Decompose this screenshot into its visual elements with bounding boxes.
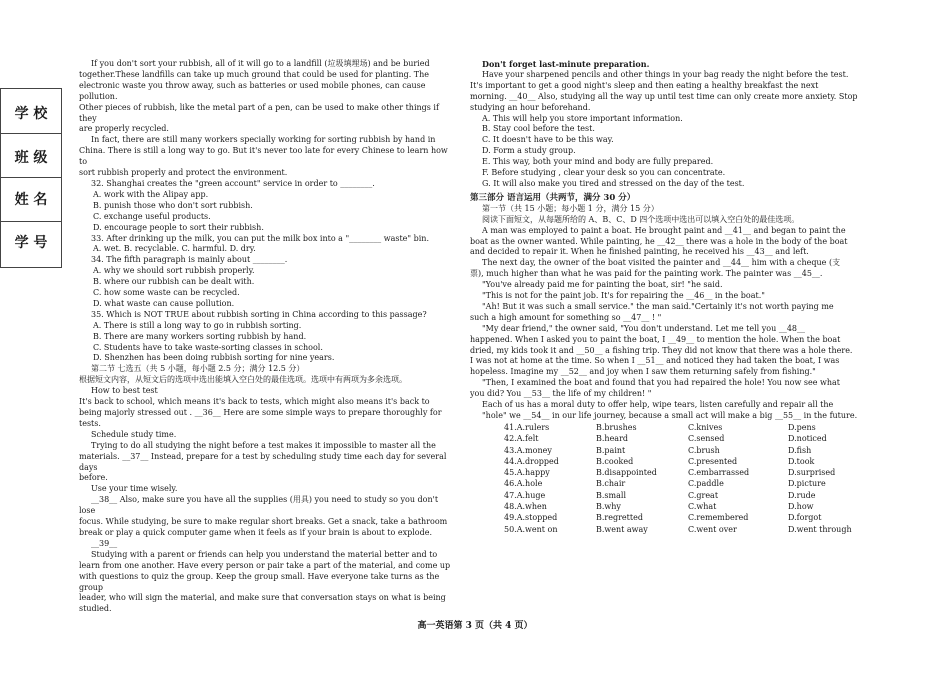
text-line: are properly recycled. — [79, 124, 169, 134]
text-line: 34. The fifth paragraph is mainly about ________. — [91, 255, 288, 265]
option-choice: B.paint — [596, 445, 626, 455]
divider — [1, 133, 61, 134]
reading-continuation — [470, 59, 882, 190]
text-line: Each of us has a moral duty to offer help, wipe tears, listen carefully and repair all the — [482, 400, 834, 410]
text-line: studied. — [79, 604, 112, 614]
text-line: 32. Shanghai creates the "green account" service in order to ________. — [91, 178, 375, 188]
text-line: learn from one another. Have every person or pair take a part of the material, and come up — [79, 560, 451, 570]
option-choice: C.brush — [688, 445, 720, 455]
text-line: break or play a quick computer game when it feels as if your brain is about to explode. — [79, 527, 433, 537]
text-line: D. what waste can cause pollution. — [93, 298, 235, 308]
option-choice: 46.A.hole — [504, 479, 543, 489]
option-choice: C.embarrassed — [688, 468, 750, 478]
text-line: with questions to quiz the group. Keep the group small. Have everyone take turns as the group — [79, 571, 440, 592]
text-line: morning. __40__ Also, studying all the way up until test time can only create more anxiety. Stop — [470, 91, 858, 101]
text-line: Don't forget last-minute preparation. — [482, 59, 650, 69]
option-choice: 49.A.stopped — [504, 513, 558, 523]
option-choice: D.picture — [788, 479, 826, 489]
text-line: such a high amount for something so __47__ ! " — [470, 312, 662, 322]
text-line: Use your time wisely. — [91, 484, 178, 494]
text-line: and decided to repair it. When he finished painting, he received his __43__ and left. — [470, 247, 809, 257]
text-line: __38__ Also, make sure you have all the supplies (用具) you need to study so you don't lose — [79, 495, 439, 516]
text-line: F. Before studying , clear your desk so you can concentrate. — [482, 168, 726, 178]
option-choice: D.forgot — [788, 513, 822, 523]
option-choice: 43.A.money — [504, 445, 552, 455]
text-line: 33. After drinking up the milk, you can put the milk box into a "________ waste" bin. — [91, 233, 429, 243]
text-line: "This is not for the paint job. It's for repairing the __46__ in the boat." — [482, 291, 765, 301]
text-line: "Then, I examined the boat and found that you had repaired the hole! You now see what — [482, 378, 840, 388]
text-line: D. Shenzhen has been doing rubbish sorting for nine years. — [93, 353, 335, 363]
text-line: Schedule study time. — [91, 429, 177, 439]
page-footer: 高一英语第 3 页（共 4 页） — [417, 621, 533, 631]
text-line: China. There is still a long way to go. But it's never too late for every Chinese to learn how to — [79, 146, 448, 167]
option-choice: D.fish — [788, 445, 812, 455]
option-choice: 47.A.huge — [504, 490, 546, 500]
text-line: C. how some waste can be recycled. — [93, 288, 240, 298]
cloze-passage — [470, 204, 882, 422]
option-choice: 44.A.dropped — [504, 456, 559, 466]
text-line: 阅读下面短文，从每题所给的 A、B、C、D 四个选项中选出可以填入空白处的最佳选项。 — [482, 214, 800, 224]
text-line: "hole" we __54__ in our life journey, because a small act will make a big __55__ in the future. — [482, 411, 858, 420]
option-choice: C.great — [688, 490, 719, 500]
option-choice: D.went through — [788, 524, 852, 534]
option-choice: B.cooked — [596, 456, 634, 466]
text-line: It's back to school, which means it's back to tests, which might also means it's back to — [79, 397, 430, 407]
text-line: 根据短文内容，从短文后的选项中选出能填入空白处的最佳选项。选项中有两项为多余选项。 — [79, 375, 407, 385]
option-choice: 50.A.went on — [504, 524, 558, 534]
text-line: I was not at home at the time. So when I __51__ and noticed they had taken the boat, I was — [470, 356, 840, 366]
text-line: How to best test — [91, 386, 158, 396]
text-line: The next day, the owner of the boat visited the painter and __44__ him with a cheque (支 — [482, 258, 841, 268]
class-label: 班 级 — [14, 150, 48, 166]
text-line: Studying with a parent or friends can help you understand the material better and to — [91, 549, 438, 559]
text-line: materials. __37__ Instead, prepare for a test by scheduling study time each day for several days — [79, 451, 447, 472]
text-line: B. where our rubbish can be dealt with. — [93, 277, 255, 287]
option-choice: 42.A.felt — [504, 434, 539, 444]
text-line: electronic waste you throw away, such as batteries or used mobile phones, can cause pollution. — [79, 80, 426, 101]
text-line: 第一节（共 15 小题；每小题 1 分，满分 15 分） — [482, 203, 659, 213]
text-line: It's important to get a good night's sleep and then eating a healthy breakfast the next — [470, 80, 819, 90]
text-line: 票), much higher than what he was paid for the painting work. The painter was __45__. — [470, 269, 823, 279]
student-id-label: 学 号 — [14, 235, 48, 251]
option-choice: C.sensed — [688, 434, 725, 444]
text-line: D. Form a study group. — [482, 146, 576, 156]
text-line: Other pieces of rubbish, like the metal part of a pen, can be used to make other things if they — [79, 102, 439, 123]
text-line: dried, my kids took it and __50__ a fishing trip. They did not know that there was a hole there. — [470, 345, 853, 355]
option-choice: D.pens — [788, 422, 816, 432]
text-line: together.These landfills can take up much ground that could be used for planting. The — [79, 69, 430, 79]
option-choice: B.disappointed — [596, 468, 657, 478]
option-choice: B.brushes — [596, 422, 637, 432]
text-line: before. — [79, 473, 108, 483]
option-choice: B.went away — [596, 524, 648, 534]
option-choice: 45.A.happy — [504, 468, 550, 478]
text-line: studying an hour beforehand. — [470, 102, 591, 112]
text-line: A. why we should sort rubbish properly. — [93, 266, 255, 276]
left-column — [79, 59, 455, 615]
text-line: B. There are many workers sorting rubbish by hand. — [93, 331, 307, 341]
text-line: C. Students have to take waste-sorting classes in school. — [93, 342, 323, 352]
option-choice: D.rude — [788, 490, 816, 500]
text-line: leader, who will sign the material, and make sure that conversation stays on what is being — [79, 593, 446, 603]
option-choice: B.why — [596, 501, 621, 511]
text-line: C. exchange useful products. — [93, 211, 211, 221]
option-choice: 48.A.when — [504, 501, 547, 511]
school-label: 学 校 — [14, 106, 48, 122]
divider — [1, 221, 61, 222]
text-line: "My dear friend," the owner said, "You don't understand. Let me tell you __48__ — [482, 323, 805, 333]
text-line: A. work with the Alipay app. — [93, 189, 209, 199]
option-choice: B.heard — [596, 434, 629, 444]
text-line: hopeless. Imagine my __52__ and joy when I saw them returning safely from fishing." — [470, 367, 816, 377]
student-info-box — [0, 88, 62, 268]
text-line: In fact, there are still many workers specially working for sorting rubbish by hand in — [91, 135, 436, 145]
option-choice: C.remembered — [688, 513, 749, 523]
text-line: B. punish those who don't sort rubbish. — [93, 200, 253, 210]
option-choice: C.presented — [688, 456, 738, 466]
text-line: Have your sharpened pencils and other things in your bag ready the night before the test. — [482, 69, 849, 79]
text-line: boat as the owner wanted. While painting, he __42__ there was a hole in the body of the boat — [470, 236, 848, 246]
text-line: A. There is still a long way to go in rubbish sorting. — [93, 320, 302, 330]
divider — [1, 177, 61, 178]
text-line: C. It doesn't have to be this way. — [482, 135, 614, 145]
option-choice: D.how — [788, 501, 814, 511]
text-line: being majorly stressed out . __36__ Here are some simple ways to prepare thoroughly for tests. — [79, 408, 442, 428]
option-choice: C.paddle — [688, 479, 724, 489]
text-line: Trying to do all studying the night before a test makes it impossible to master all the — [91, 440, 436, 450]
text-line: E. This way, both your mind and body are fully prepared. — [482, 157, 714, 167]
text-line: B. Stay cool before the test. — [482, 124, 595, 134]
option-choice: B.regretted — [596, 513, 643, 523]
option-choice: C.knives — [688, 422, 723, 432]
text-line: A man was employed to paint a boat. He brought paint and __41__ and began to paint the — [482, 225, 846, 235]
cloze-options — [504, 422, 882, 535]
option-choice: D.noticed — [788, 434, 827, 444]
option-choice: 41.A.rulers — [504, 422, 550, 432]
section-title: 第三部分 语言运用（共两节，满分 30 分） — [470, 192, 636, 203]
text-line: G. It will also make you tired and stressed on the day of the test. — [482, 178, 745, 188]
text-line: A. This will help you store important information. — [482, 113, 683, 123]
option-choice: C.went over — [688, 524, 737, 534]
text-line: If you don't sort your rubbish, all of it will go to a landfill (垃圾填埋场) and be buried — [91, 59, 430, 68]
text-line: "Ah! But it was such a small service." the man said."Certainly it's not worth paying me — [482, 301, 834, 311]
text-line: 35. Which is NOT TRUE about rubbish sorting in China according to this passage? — [91, 309, 427, 319]
text-line: happened. When I asked you to paint the boat, I __49__ to mention the hole. When the boat — [470, 334, 841, 344]
option-choice: B.chair — [596, 479, 626, 489]
text-line: D. encourage people to sort their rubbish. — [93, 222, 264, 232]
text-line: A. wet. B. recyclable. C. harmful. D. dry. — [93, 244, 256, 254]
right-column — [470, 59, 882, 535]
option-choice: C.what — [688, 501, 717, 511]
option-choice: B.small — [596, 490, 626, 500]
text-line: 第二节 七选五（共 5 小题，每小题 2.5 分；满分 12.5 分） — [91, 364, 305, 374]
text-line: you did? You __53__ the life of my children! " — [470, 389, 652, 399]
text-line: "You've already paid me for painting the boat, sir! "he said. — [482, 280, 723, 290]
text-line: __39__ — [91, 538, 118, 548]
text-line: sort rubbish properly and protect the environment. — [79, 168, 288, 178]
text-line: focus. While studying, be sure to make regular short breaks. Get a snack, take a bathroom — [79, 517, 448, 527]
name-label: 姓 名 — [14, 192, 48, 208]
option-choice: D.surprised — [788, 468, 836, 478]
option-choice: D.took — [788, 456, 815, 466]
